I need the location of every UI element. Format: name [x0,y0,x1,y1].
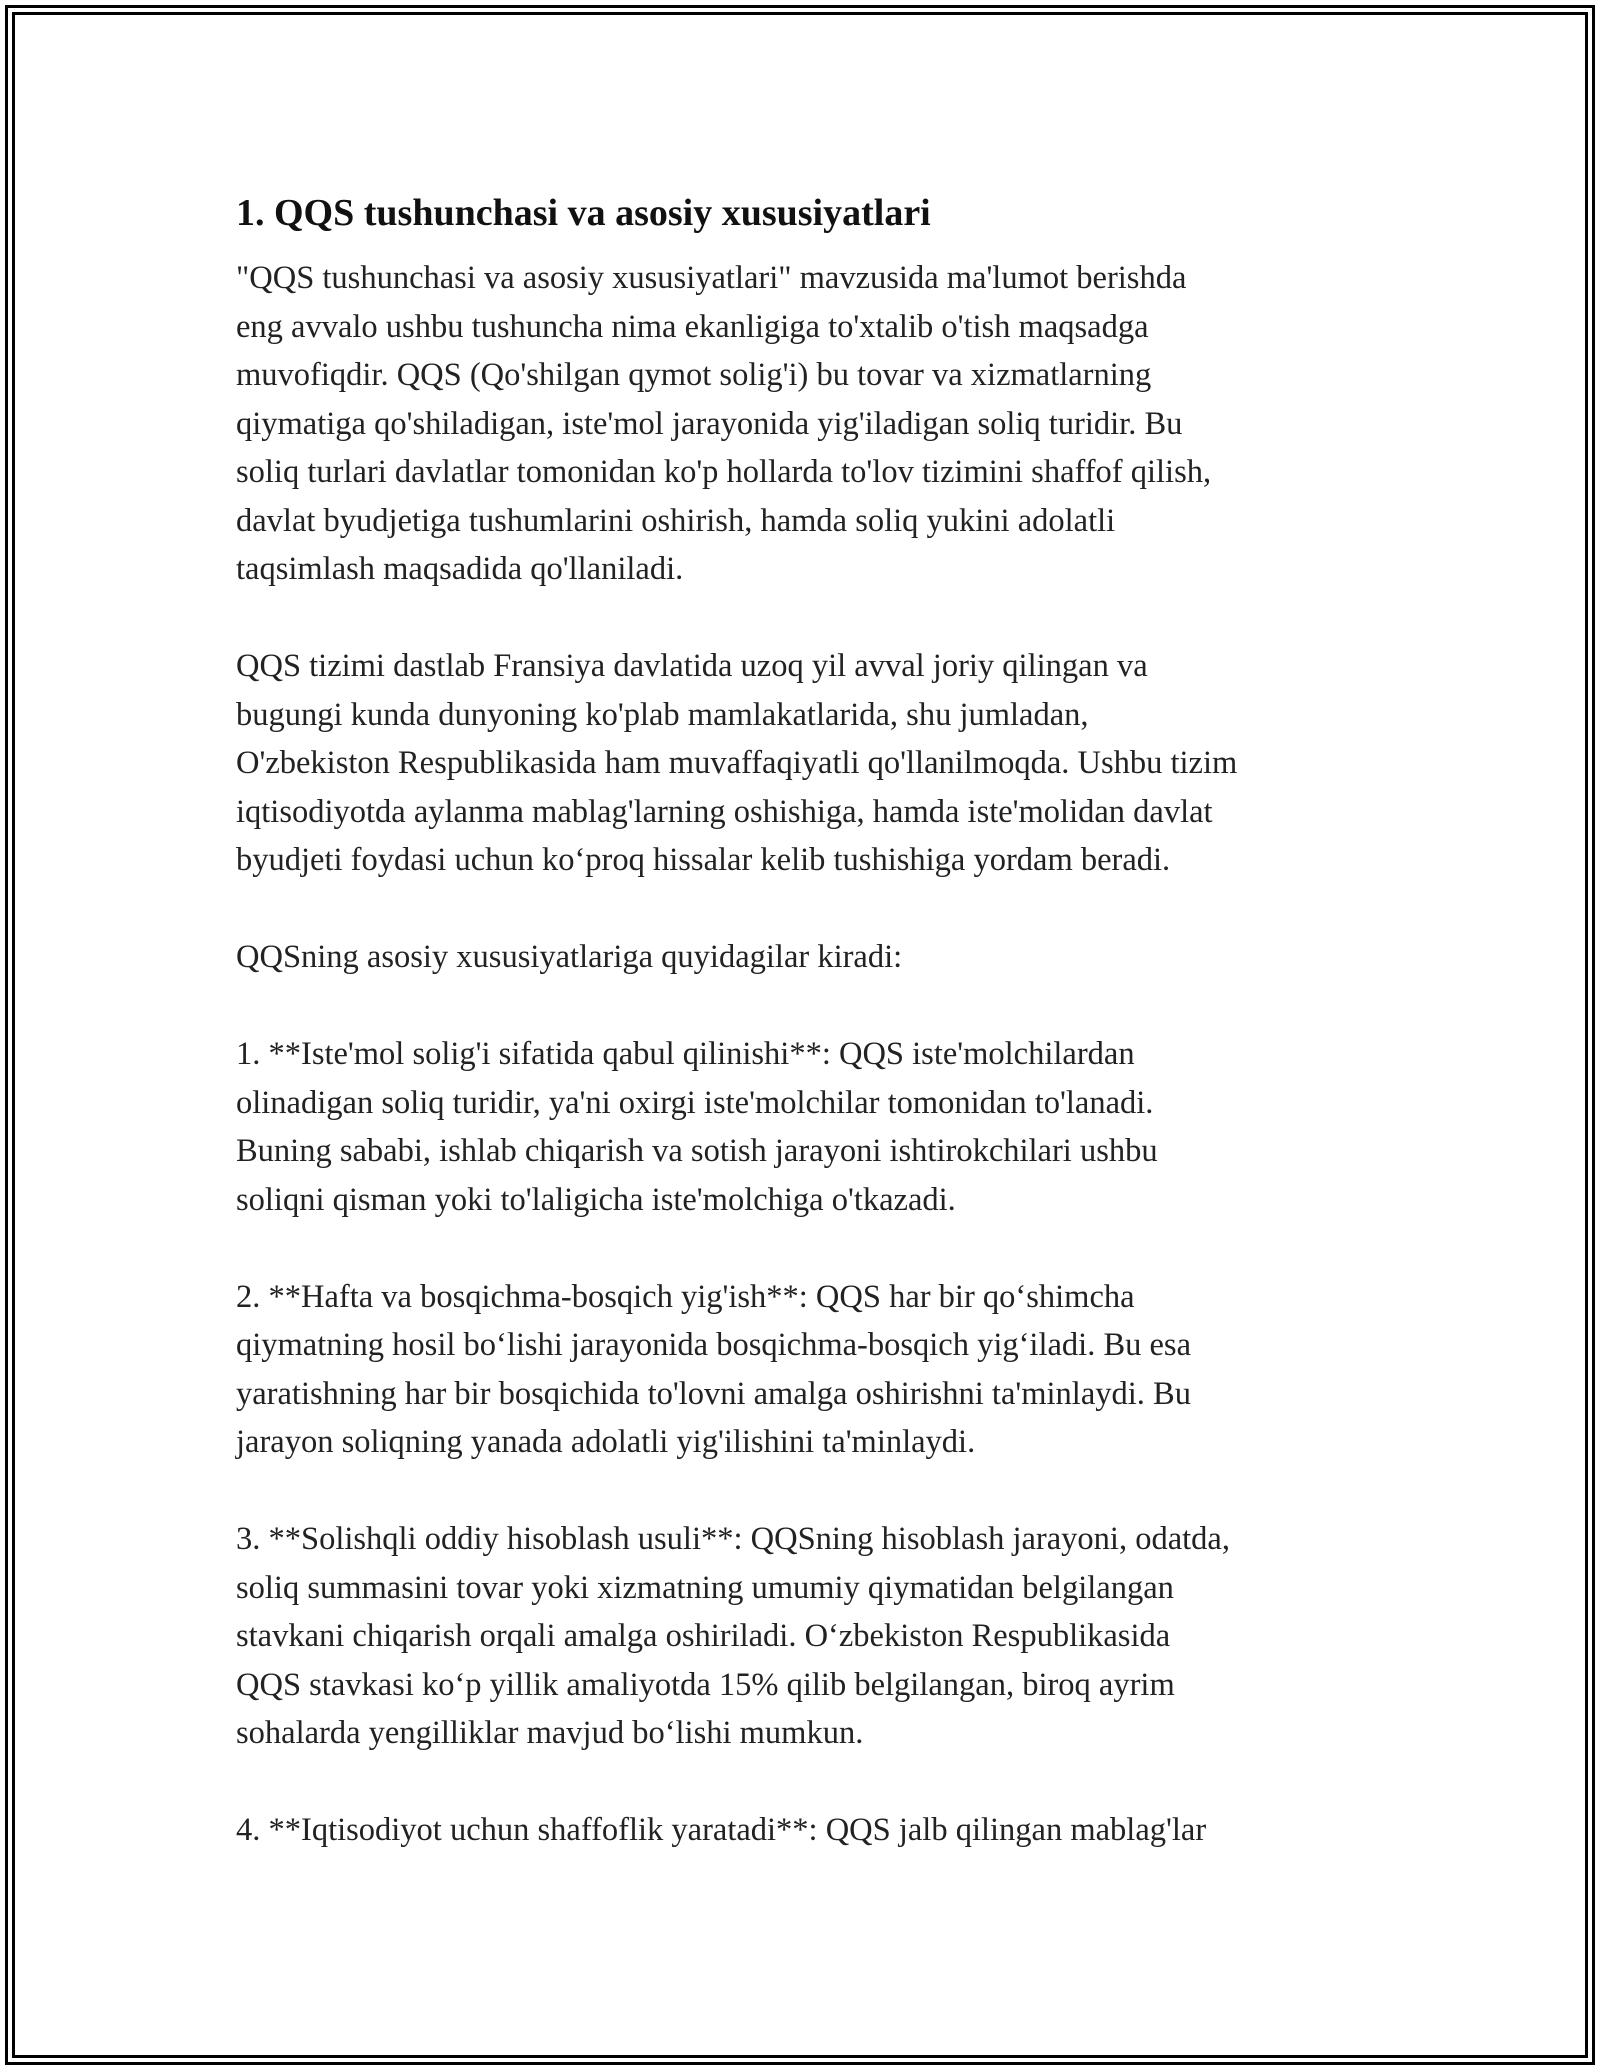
list-item-1: 1. **Iste'mol solig'i sifatida qabul qilinishi**: QQS iste'molchilardan olinadigan soliq turidir, ya'ni oxirgi iste'molchilar tomonidan to'lanadi. Buning sababi, ishlab chiqarish va sotish jarayoni ishtirokchilari ushbu soliqni qisman yoki to'laligicha iste'molchiga o'tkazadi. [236,1036,1158,1218]
list-item-4: 4. **Iqtisodiyot uchun shaffoflik yaratadi**: QQS jalb qilingan mablag'lar [236,1812,1207,1848]
section-heading: 1. QQS tushunchasi va asosiy xususiyatlari [236,192,931,234]
document-body [236,186,1366,1855]
list-item-3: 3. **Solishqli oddiy hisoblash usuli**: QQSning hisoblash jarayoni, odatda, soliq summasini tovar yoki xizmatning umumiy qiymatidan belgilangan stavkani chiqarish orqali amalga oshiriladi. O‘zbekiston Respublikasida QQS stavkasi ko‘p yillik amaliyotda 15% qilib belgilangan, biroq ayrim sohalarda yengilliklar mavjud bo‘lishi mumkun. [236,1521,1230,1751]
paragraph-features-lead: QQSning asosiy xususiyatlariga quyidagilar kiradi: [236,939,903,975]
paragraph-intro: "QQS tushunchasi va asosiy xususiyatlari" mavzusida ma'lumot berishda eng avvalo ushbu tushuncha nima ekanligiga to'xtalib o'tish maqsadga muvofiqdir. QQS (Qo'shilgan qymot solig'i) bu tovar va xizmatlarning qiymatiga qo'shiladigan, iste'mol jarayonida yig'iladigan soliq turidir. Bu soliq turlari davlatlar tomonidan ko'p hollarda to'lov tizimini shaffof qilish, davlat byudjetiga tushumlarini oshirish, hamda soliq yukini adolatli taqsimlash maqsadida qo'llaniladi. [236,260,1212,587]
list-item-2: 2. **Hafta va bosqichma-bosqich yig'ish**: QQS har bir qo‘shimcha qiymatning hosil bo‘lishi jarayonida bosqichma-bosqich yig‘iladi. Bu esa yaratishning har bir bosqichida to'lovni amalga oshirishni ta'minlaydi. Bu jarayon soliqning yanada adolatli yig'ilishini ta'minlaydi. [236,1278,1191,1460]
paragraph-history: QQS tizimi dastlab Fransiya davlatida uzoq yil avval joriy qilingan va bugungi kunda dunyoning ko'plab mamlakatlarida, shu jumladan, O'zbekiston Respublikasida ham muvaffaqiyatli qo'llanilmoqda. Ushbu tizim iqtisodiyotda aylanma mablag'larning oshishiga, hamda iste'molidan davlat byudjeti foydasi uchun ko‘proq hissalar kelib tushishiga yordam beradi. [236,648,1238,878]
